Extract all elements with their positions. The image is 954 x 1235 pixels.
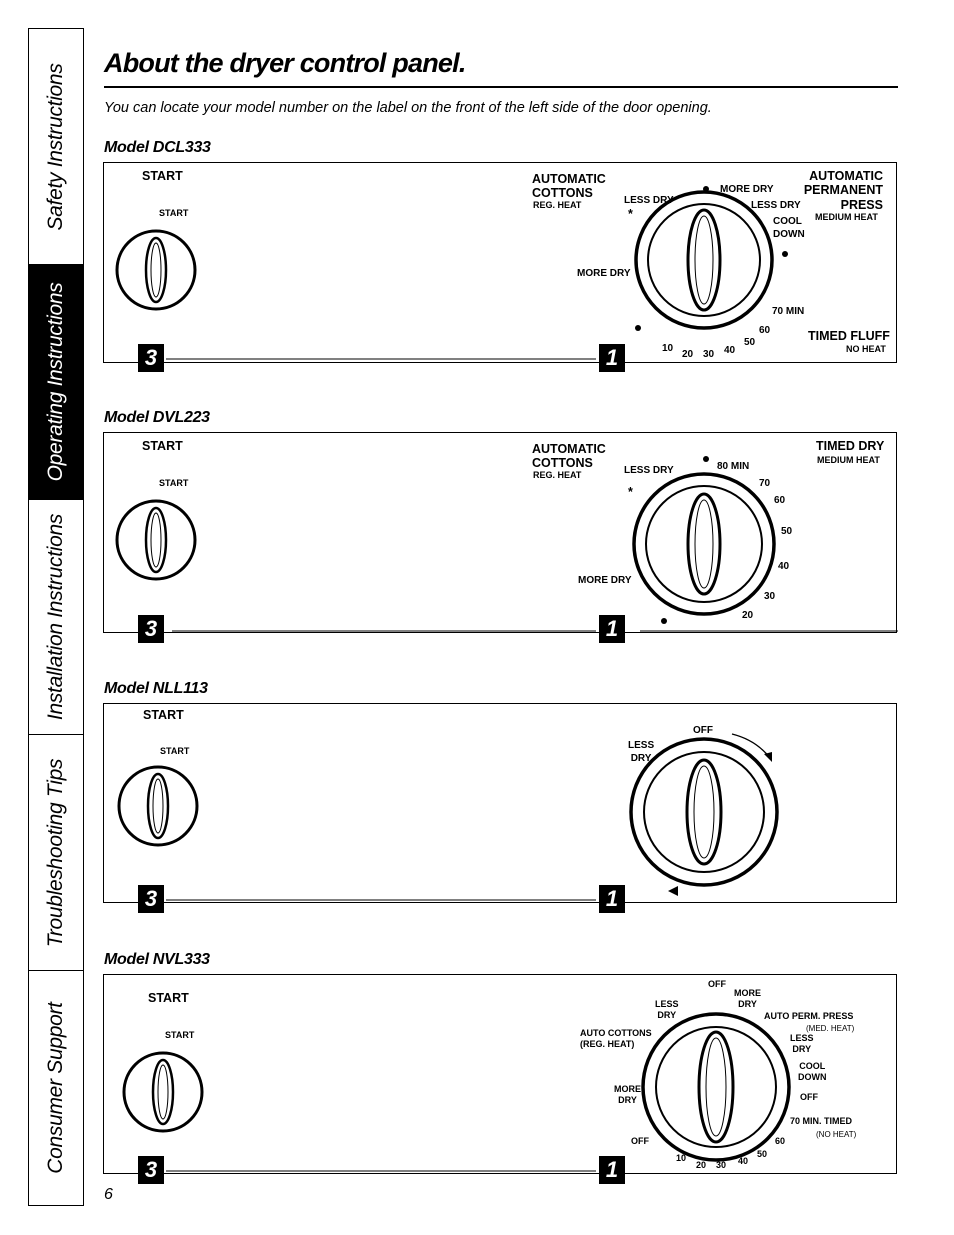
indicator-dot (782, 251, 788, 257)
callout-badge: 1 (599, 344, 625, 372)
tick-10: 10 (676, 1153, 687, 1163)
label-star: * (628, 485, 633, 499)
cycle-selector-knob[interactable] (643, 1014, 789, 1160)
label-cool-down: COOL DOWN (798, 1061, 827, 1083)
indicator-dot (703, 186, 709, 192)
indicator-dot (703, 456, 709, 462)
model-label-dcl333: Model DCL333 (104, 139, 211, 156)
tick-30: 30 (716, 1160, 727, 1170)
model-label-nvl333: Model NVL333 (104, 951, 210, 968)
label-medium-heat: MEDIUM HEAT (815, 212, 878, 222)
control-panel-nvl333 (103, 974, 897, 1182)
tab-label: Troubleshooting Tips (44, 758, 67, 947)
label-less-dry: LESS DRY (790, 1033, 814, 1055)
start-knob-label: START (159, 208, 189, 218)
label-less-dry: LESS DRY (624, 465, 674, 476)
callout-badge: 1 (599, 615, 625, 643)
label-more-dry: MORE DRY (578, 575, 632, 586)
callout-badge: 3 (138, 615, 164, 643)
callout-badge: 1 (599, 1156, 625, 1184)
label-off: OFF (708, 979, 726, 989)
label-med-heat: (MED. HEAT) (806, 1024, 855, 1033)
label-more-dry: MORE DRY (577, 268, 631, 279)
start-title: START (148, 991, 189, 1005)
tick-10: 10 (662, 343, 674, 354)
tick-30: 30 (703, 349, 715, 360)
panel-artwork (104, 163, 898, 364)
panel-artwork (104, 704, 898, 904)
callout-badge: 3 (138, 1156, 164, 1184)
label-automatic-cottons: AUTOMATIC COTTONS (532, 442, 606, 471)
tick-50: 50 (744, 337, 756, 348)
label-off: OFF (631, 1136, 649, 1146)
page-title: About the dryer control panel. (104, 48, 466, 78)
tick-40: 40 (724, 345, 736, 356)
label-70-min-timed: 70 MIN. TIMED (790, 1116, 853, 1126)
indicator-dot (661, 618, 667, 624)
label-star: * (628, 207, 633, 221)
label-automatic-permanent-press: AUTOMATIC PERMANENT PRESS (803, 169, 883, 212)
tick-60: 60 (775, 1136, 786, 1146)
label-timed-dry: TIMED DRY (816, 439, 885, 453)
label-automatic-cottons: AUTOMATIC COTTONS (532, 172, 606, 201)
tab-label: Safety Instructions (44, 62, 67, 231)
panel-artwork (104, 433, 898, 634)
tick-20: 20 (682, 349, 694, 360)
label-auto-cottons: AUTO COTTONS (REG. HEAT) (580, 1028, 652, 1050)
label-timed-fluff: TIMED FLUFF (808, 329, 890, 343)
label-more-dry: MORE DRY (720, 184, 774, 195)
label-80-min: 80 MIN (717, 461, 750, 472)
start-knob-label: START (159, 478, 189, 488)
tab-label: Consumer Support (44, 1002, 67, 1174)
start-title: START (143, 708, 184, 722)
tab-label: Installation Instructions (44, 513, 67, 721)
callout-badge: 3 (138, 344, 164, 372)
tab-consumer-support[interactable] (29, 971, 83, 1205)
start-knob-label: START (160, 746, 190, 756)
start-knob[interactable] (119, 767, 197, 845)
start-knob[interactable] (117, 231, 195, 309)
tick-70: 70 (759, 478, 771, 489)
label-less-dry: LESS DRY (751, 200, 801, 211)
tick-30: 30 (764, 591, 776, 602)
control-panel-dvl223 (103, 432, 897, 641)
control-panel-nll113 (103, 703, 897, 911)
section-tabs (28, 28, 84, 1206)
tab-operating-instructions[interactable] (29, 265, 83, 500)
label-no-heat: (NO HEAT) (816, 1130, 857, 1139)
tab-installation-instructions[interactable] (29, 500, 83, 735)
label-cool-down: COOL DOWN (773, 216, 805, 240)
label-medium-heat: MEDIUM HEAT (817, 455, 880, 465)
label-auto-perm-press: AUTO PERM. PRESS (764, 1011, 854, 1021)
label-reg-heat: REG. HEAT (533, 470, 582, 480)
label-less-dry: LESS DRY (624, 195, 674, 206)
start-title: START (142, 169, 183, 183)
timer-knob[interactable] (634, 474, 774, 614)
label-more-dry: MORE DRY (734, 988, 761, 1010)
pointer-triangle-icon (668, 886, 678, 896)
start-knob[interactable] (117, 501, 195, 579)
title-divider (104, 86, 898, 88)
tick-50: 50 (781, 526, 793, 537)
tab-safety-instructions[interactable] (29, 29, 83, 265)
indicator-dot (635, 325, 641, 331)
label-reg-heat: REG. HEAT (533, 200, 582, 210)
callout-badge: 3 (138, 885, 164, 913)
callout-badge: 1 (599, 885, 625, 913)
label-less-dry: LESS DRY (655, 999, 679, 1021)
label-off: OFF (693, 725, 713, 736)
model-label-nll113: Model NLL113 (104, 680, 208, 697)
tick-20: 20 (742, 610, 754, 621)
label-off: OFF (800, 1092, 818, 1102)
start-knob-label: START (165, 1030, 195, 1040)
label-no-heat: NO HEAT (846, 344, 886, 354)
start-title: START (142, 439, 183, 453)
intro-text: You can locate your model number on the label on the front of the left side of the door opening. (104, 100, 712, 116)
control-panel-dcl333 (103, 162, 897, 370)
tick-40: 40 (738, 1156, 749, 1166)
tick-60: 60 (759, 325, 771, 336)
label-more-dry: MORE DRY (614, 1084, 641, 1106)
page-number: 6 (104, 1186, 113, 1203)
tab-label: Operating Instructions (44, 282, 67, 482)
model-label-dvl223: Model DVL223 (104, 409, 210, 426)
tick-60: 60 (774, 495, 786, 506)
label-less-dry: LESS DRY (628, 740, 655, 764)
tab-troubleshooting-tips[interactable] (29, 735, 83, 971)
tick-40: 40 (778, 561, 790, 572)
label-70-min: 70 MIN (772, 306, 805, 317)
tick-50: 50 (757, 1149, 768, 1159)
tick-20: 20 (696, 1160, 707, 1170)
start-knob[interactable] (124, 1053, 202, 1131)
